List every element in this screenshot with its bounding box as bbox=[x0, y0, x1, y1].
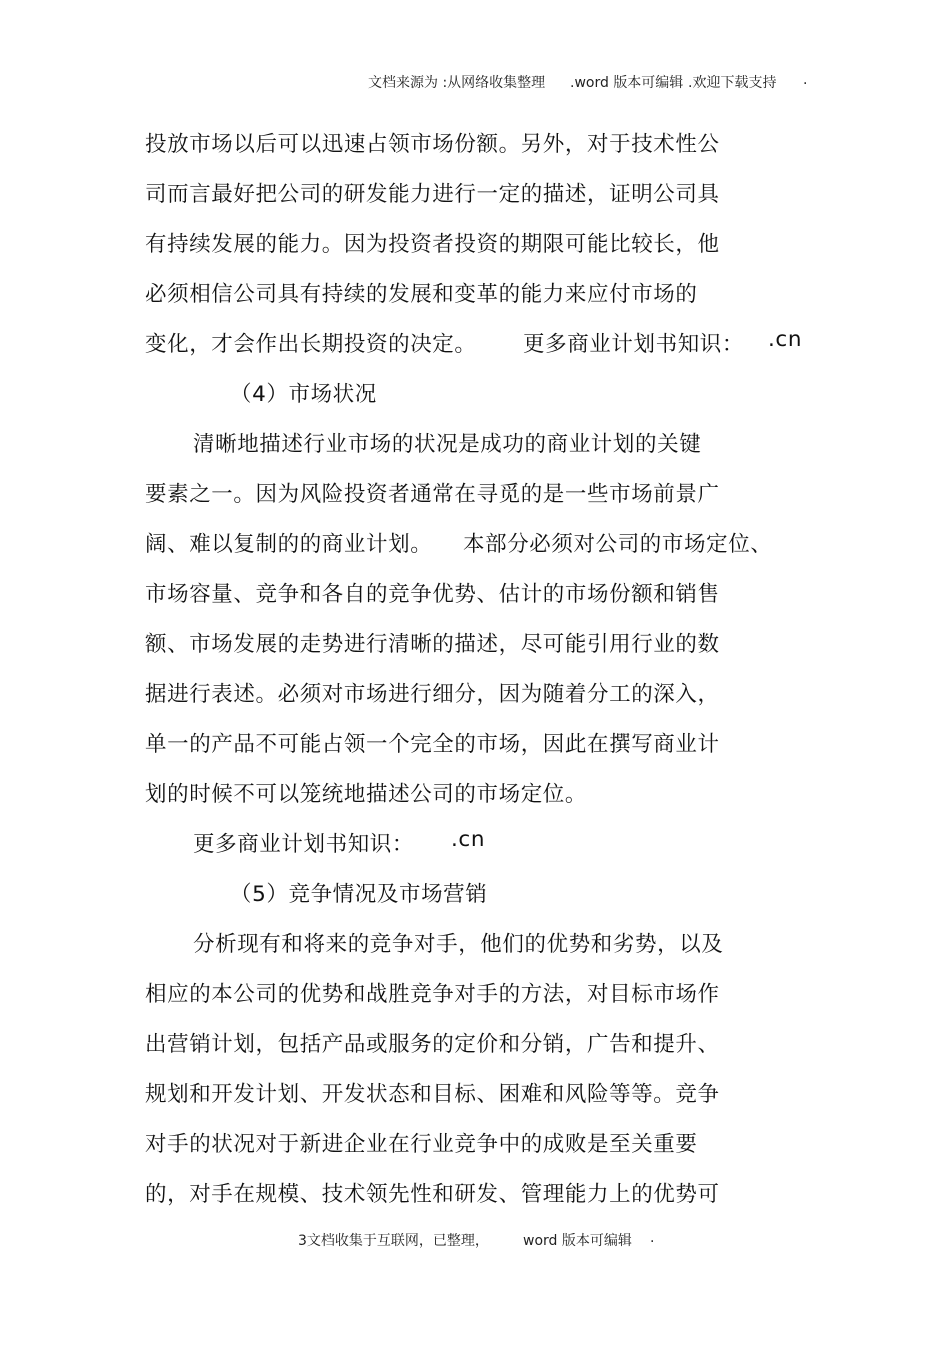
body-line: 阔、难以复制的的商业计划。 本部分必须对公司的市场定位、 bbox=[145, 532, 773, 557]
body-line: 变化，才会作出长期投资的决定。 更多商业计划书知识： .cn bbox=[145, 327, 803, 357]
more-link-line: 更多商业计划书知识： .cn bbox=[193, 827, 486, 857]
footer-dot: . bbox=[650, 1230, 655, 1246]
body-line: 据进行表述。必须对市场进行细分，因为随着分工的深入， bbox=[145, 682, 720, 707]
body-line: 对手的状况对于新进企业在行业竞争中的成败是至关重要 bbox=[145, 1132, 698, 1157]
body-line: 相应的本公司的优势和战胜竞争对手的方法，对目标市场作 bbox=[145, 982, 720, 1007]
body-line: 有持续发展的能力。因为投资者投资的期限可能比较长，他 bbox=[145, 232, 720, 257]
footer-editable: word 版本可编辑 bbox=[523, 1233, 632, 1249]
body-line: 必须相信公司具有持续的发展和变革的能力来应付市场的 bbox=[145, 282, 698, 307]
more-link-label: 更多商业计划书知识： bbox=[523, 332, 745, 357]
paragraph-first-line: 分析现有和将来的竞争对手，他们的优势和劣势，以及 bbox=[193, 932, 724, 957]
footer-source: 3文档收集于互联网，已整理， bbox=[298, 1233, 489, 1249]
body-line: 的，对手在规模、技术领先性和研发、管理能力上的优势可 bbox=[145, 1182, 720, 1207]
body-line: 市场容量、竞争和各自的竞争优势、估计的市场份额和销售 bbox=[145, 582, 720, 607]
body-line: 要素之一。因为风险投资者通常在寻觅的是一些市场前景广 bbox=[145, 482, 720, 507]
body-line: 单一的产品不可能占领一个完全的市场，因此在撰写商业计 bbox=[145, 732, 720, 757]
more-link-domain: .cn bbox=[768, 327, 803, 352]
section-heading: （4）市场状况 bbox=[230, 382, 377, 407]
body-line: 额、市场发展的走势进行清晰的描述，尽可能引用行业的数 bbox=[145, 632, 720, 657]
paragraph-first-line: 清晰地描述行业市场的状况是成功的商业计划的关键 bbox=[193, 432, 702, 457]
body-line: 出营销计划，包括产品或服务的定价和分销，广告和提升、 bbox=[145, 1032, 720, 1057]
header-welcome: .欢迎下载支持 bbox=[688, 75, 777, 91]
body-line: 司而言最好把公司的研发能力进行一定的描述，证明公司具 bbox=[145, 182, 720, 207]
header-source: 文档来源为 :从网络收集整理 bbox=[368, 75, 546, 91]
body-line: 划的时候不可以笼统地描述公司的市场定位。 bbox=[145, 782, 588, 807]
header-dot: . bbox=[803, 72, 808, 88]
more-link-domain: .cn bbox=[451, 827, 486, 852]
header-editable: .word 版本可编辑 bbox=[570, 75, 684, 91]
section-heading: （5）竞争情况及市场营销 bbox=[230, 882, 488, 907]
body-line: 投放市场以后可以迅速占领市场份额。另外，对于技术性公 bbox=[145, 132, 720, 157]
body-line: 规划和开发计划、开发状态和目标、困难和风险等等。竞争 bbox=[145, 1082, 720, 1107]
